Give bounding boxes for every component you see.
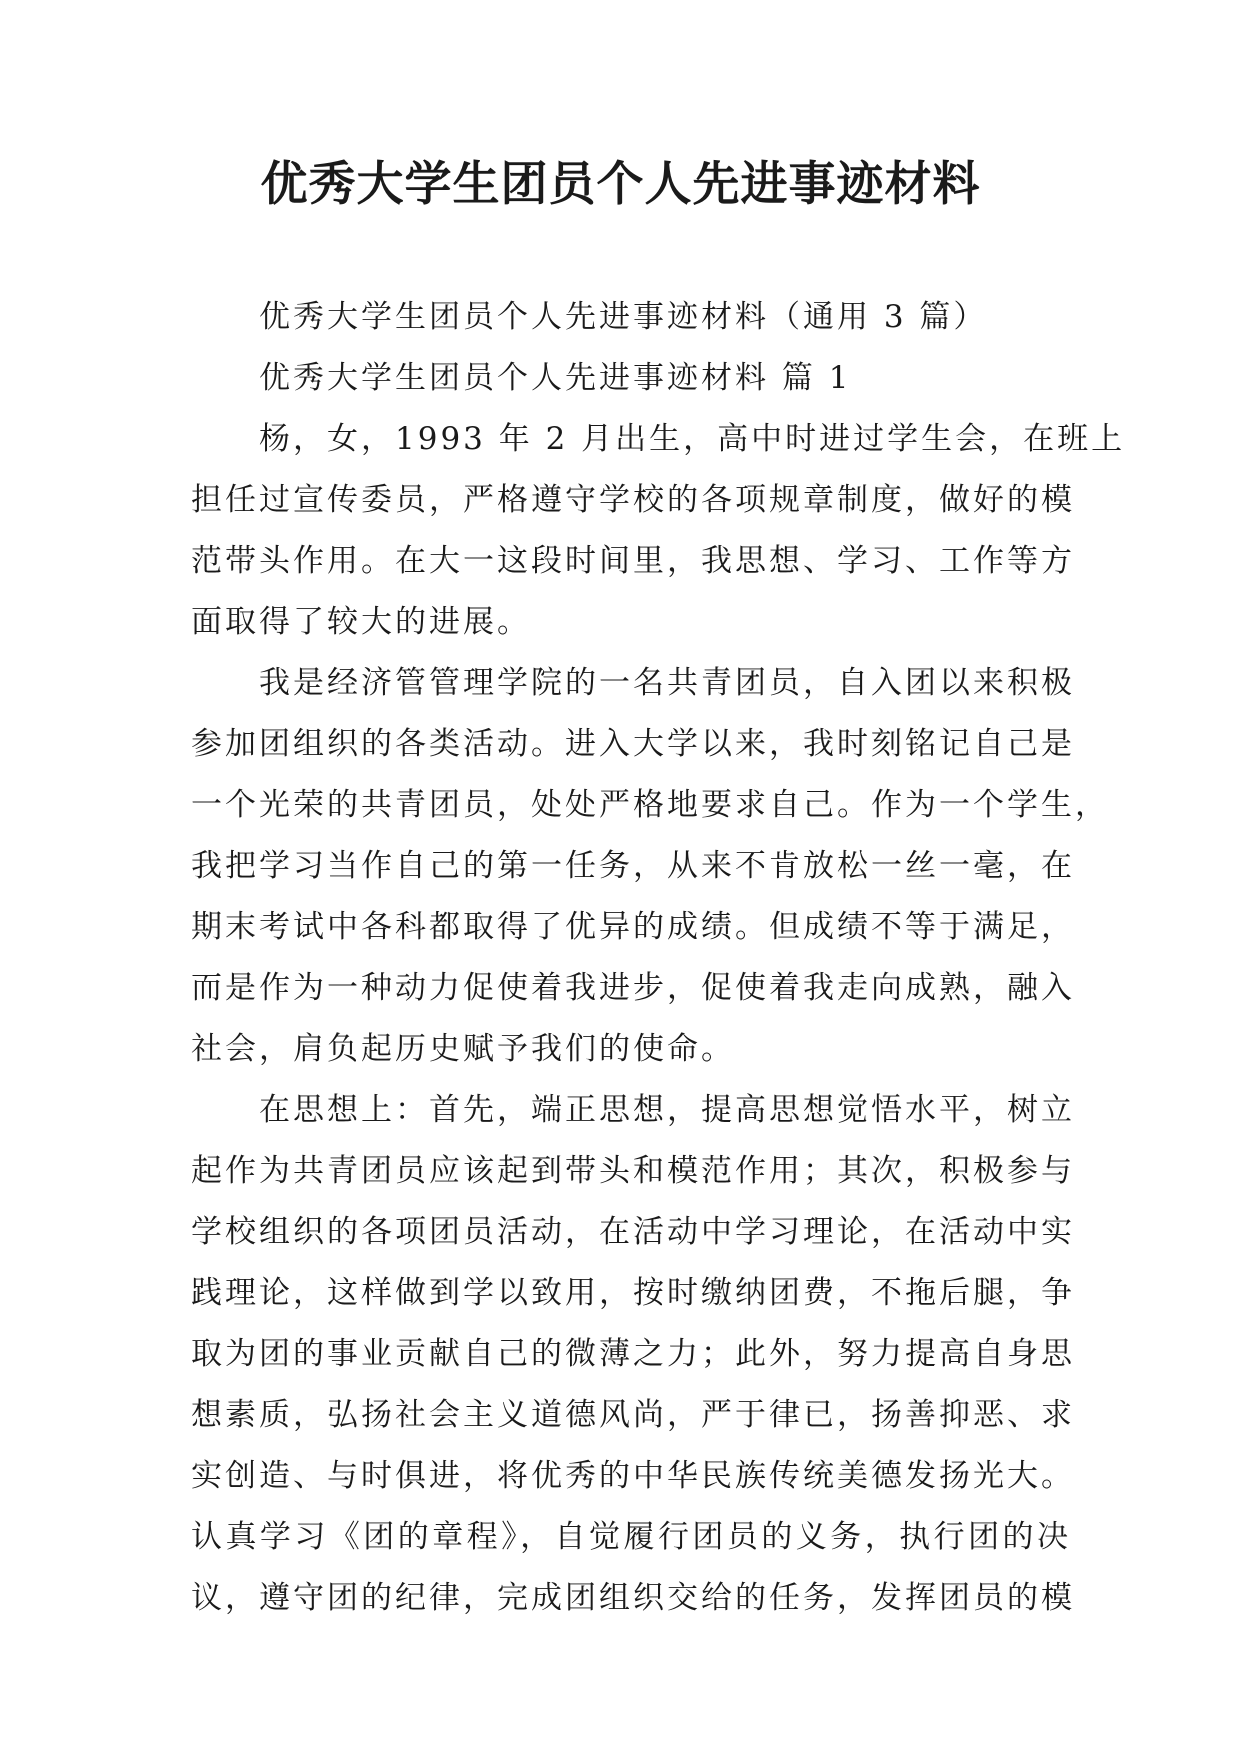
document-body: [191, 287, 1126, 1629]
paragraph-line: 认真学习《团的章程》，自觉履行团员的义务，执行团的决: [191, 1519, 1071, 1555]
paragraph-line: 想素质，弘扬社会主义道德风尚，严于律已，扬善抑恶、求: [191, 1397, 1075, 1433]
paragraph-line: 起作为共青团员应该起到带头和模范作用；其次，积极参与: [191, 1153, 1075, 1189]
paragraph-line: 期末考试中各科都取得了优异的成绩。但成绩不等于满足，: [191, 909, 1075, 945]
subtitle-line: 优秀大学生团员个人先进事迹材料（通用 3 篇）: [259, 299, 988, 335]
paragraph-line: 我是经济管管理学院的一名共青团员，自入团以来积极: [259, 665, 1075, 701]
paragraph-line: 担任过宣传委员，严格遵守学校的各项规章制度，做好的模: [191, 482, 1075, 518]
paragraph-line: 学校组织的各项团员活动，在活动中学习理论，在活动中实: [191, 1214, 1075, 1250]
paragraph-line: 议，遵守团的纪律，完成团组织交给的任务，发挥团员的模: [191, 1580, 1075, 1616]
paragraph-line: 取为团的事业贡献自己的微薄之力；此外，努力提高自身思: [191, 1336, 1075, 1372]
paragraph-line: 杨，女，1993 年 2 月出生，高中时进过学生会，在班上: [259, 421, 1126, 457]
paragraph-line: 社会，肩负起历史赋予我们的使命。: [191, 1031, 735, 1067]
paragraph-line: 我把学习当作自己的第一任务，从来不肯放松一丝一毫，在: [191, 848, 1075, 884]
paragraph-line: 在思想上：首先，端正思想，提高思想觉悟水平，树立: [259, 1092, 1075, 1128]
document-title: 优秀大学生团员个人先进事迹材料: [260, 157, 981, 212]
paragraph-line: 参加团组织的各类活动。进入大学以来，我时刻铭记自己是: [191, 726, 1075, 762]
paragraph-line: 实创造、与时俱进，将优秀的中华民族传统美德发扬光大。: [191, 1458, 1075, 1494]
paragraph-line: 范带头作用。在大一这段时间里，我思想、学习、工作等方: [191, 543, 1075, 579]
paragraph-line: 面取得了较大的进展。: [191, 604, 531, 640]
paragraph-line: 践理论，这样做到学以致用，按时缴纳团费，不拖后腿，争: [191, 1275, 1075, 1311]
paragraph-line: 而是作为一种动力促使着我进步，促使着我走向成熟，融入: [191, 970, 1075, 1006]
section-heading: 优秀大学生团员个人先进事迹材料 篇 1: [259, 360, 852, 396]
paragraph-line: 一个光荣的共青团员，处处严格地要求自己。作为一个学生，: [191, 787, 1109, 823]
